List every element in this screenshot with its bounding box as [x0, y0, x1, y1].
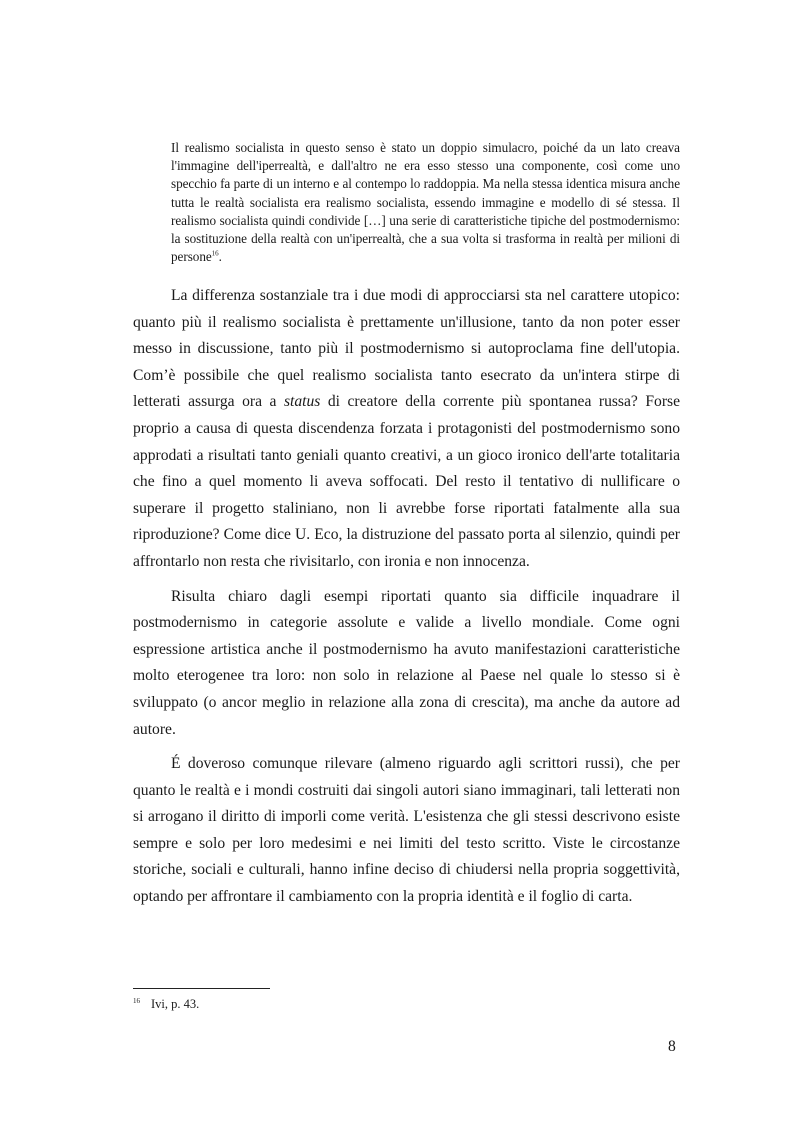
page-number: 8 — [668, 1038, 676, 1055]
block-quote-text: Il realismo socialista in questo senso è stato un doppio simulacro, poiché da un lato creava l'immagine dell'iperrealtà, e dall'altro ne era esso stesso una componente, così come uno specchio fa parte di un interno e al contempo lo raddoppia. Ma nella stessa identica misura anche tutta le realtà socialista era realismo socialista, essendo immagine e modello di sé stessa. Il realismo socialista quindi condivide […] una serie di caratteristiche tipiche del postmodernismo: la sostituzione della realtà con un'iperrealtà, che a sua volta si trasforma in realtà per milioni di persone — [171, 140, 680, 265]
block-quote — [171, 139, 680, 266]
paragraph-3: É doveroso comunque rilevare (almeno riguardo agli scrittori russi), che per quanto le realtà e i mondi costruiti dai singoli autori siano immaginari, tali letterati non si arrogano il diritto di imporli come verità. L'esistenza che gli stessi descrivono esiste sempre e solo per loro medesimi e nei limiti del testo scritto. Viste le circostanze storiche, sociali e culturali, hanno infine deciso di chiudersi nella propria soggettività, optando per affrontare il cambiamento con la propria identità e il foglio di carta. — [133, 755, 680, 906]
footnote-separator — [133, 988, 270, 989]
footnote: 16 Ivi, p. 43. — [133, 996, 200, 1011]
block-quote-end: . — [218, 249, 222, 265]
italic-term-status: status — [283, 393, 321, 411]
body-text — [133, 283, 680, 919]
paragraph-1-text-after: di creatore della corrente più spontanea russa? Forse proprio a causa di questa discendenza forzata i protagonisti del postmodernismo sono approdati a risultati tanto geniali quanto creativi, a un gioco ironico dell'arte totalitaria che fino a quel momento li aveva soffocati. Del resto il tentativo di nullificare o superare il progetto staliniano, non li avrebbe forse riportati fatalmente alla sua riproduzione? Come dice U. Eco, la distruzione del passato porta al silenzio, quindi per affrontarlo non resta che rivisitarlo, con ironia e non innocenza. — [133, 393, 680, 570]
footnote-reference[interactable]: 16 — [211, 249, 219, 258]
paragraph-2: Risulta chiaro dagli esempi riportati quanto sia difficile inquadrare il postmodernismo in categorie assolute e valide a livello mondiale. Come ogni espressione artistica anche il postmodernismo ha avuto manifestazioni caratteristiche molto eterogenee tra loro: non solo in relazione al Paese nel quale lo stesso si è sviluppato (o ancor meglio in relazione alla zona di crescita), ma anche da autore ad autore. — [133, 587, 680, 738]
paragraph-1 — [133, 283, 680, 576]
paragraph-1-text-before: La differenza sostanziale tra i due modi di approcciarsi sta nel carattere utopico: quanto più il realismo socialista è prettamente un'illusione, tanto da non poter esser messo in discussione, tanto più il postmodernismo si autoproclama fine dell'utopia. Com’è possibile che quel realismo socialista tanto esecrato da un'intera stirpe di letterati assurga ora a — [133, 287, 680, 411]
footnote-text: Ivi, p. 43. — [151, 997, 200, 1011]
